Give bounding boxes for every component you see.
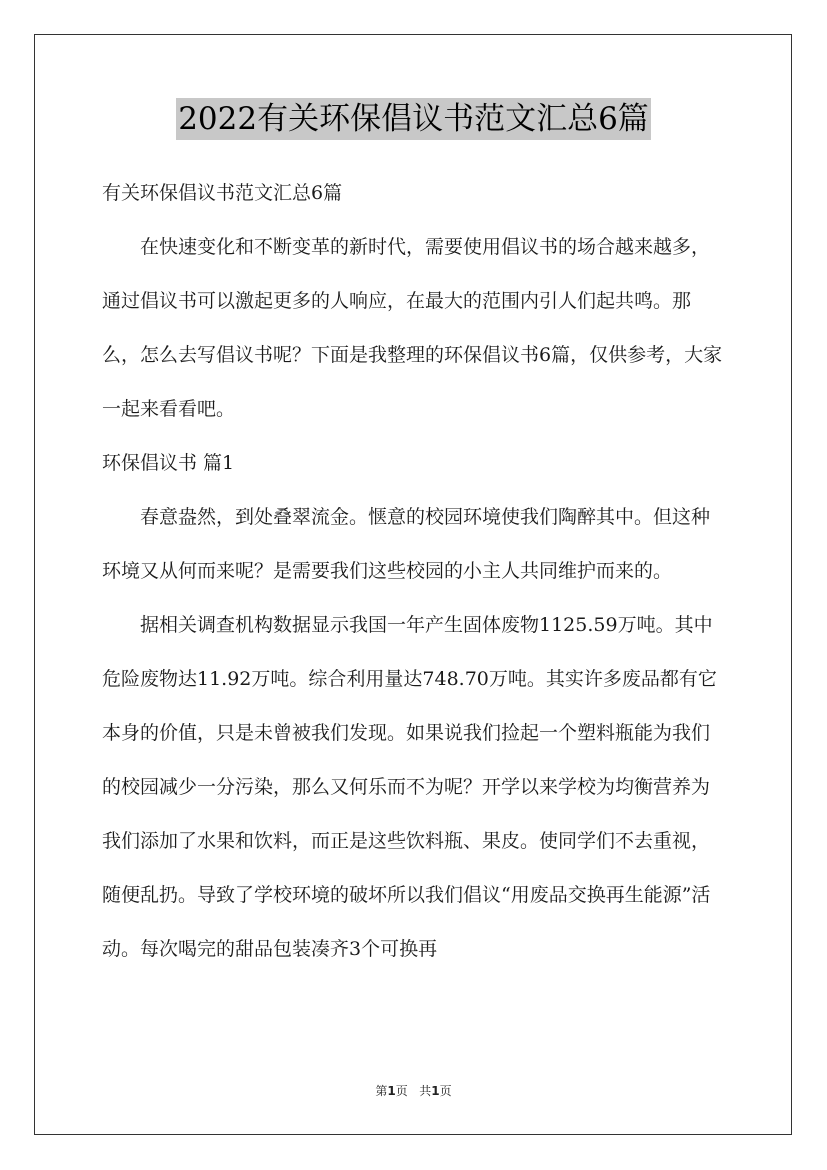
intro-paragraph: 在快速变化和不断变革的新时代，需要使用倡议书的场合越来越多，通过倡议书可以激起更多的人响应，在最大的范围内引人们起共鸣。那么，怎么去写倡议书呢？下面是我整理的环保倡议书6篇，仅供参考，大家一起来看看吧。 [102,236,723,420]
page-number: 第1页 [375,1084,408,1098]
body-paragraph-2: 据相关调查机构数据显示我国一年产生固体废物1125.59万吨。其中危险废物达11.92万吨。综合利用量达748.70万吨。其实许多废品都有它本身的价值，只是未曾被我们发现。如果说我们捡起一个塑料瓶能为我们的校园减少一分污染，那么又何乐而不为呢？开学以来学校为均衡营养为我们添加了水果和饮料，而正是这些饮料瓶、果皮。使同学们不去重视，随便乱扔。导致了学校环境的破坏所以我们倡议“用废品交换再生能源”活动。每次喝完的甜品包装凑齐3个可换再 [102,614,717,960]
section-heading: 环保倡议书 篇1 [102,452,235,474]
body-paragraph-1: 春意盎然，到处叠翠流金。惬意的校园环境使我们陶醉其中。但这种环境又从何而来呢？是需要我们这些校园的小主人共同维护而来的。 [102,506,711,582]
page-footer [0,1082,827,1099]
document-title: 2022有关环保倡议书范文汇总6篇 [176,98,651,140]
document-body [102,166,726,976]
page-total: 共1页 [419,1084,452,1098]
title-container [0,98,827,140]
document-subtitle: 有关环保倡议书范文汇总6篇 [102,182,343,204]
